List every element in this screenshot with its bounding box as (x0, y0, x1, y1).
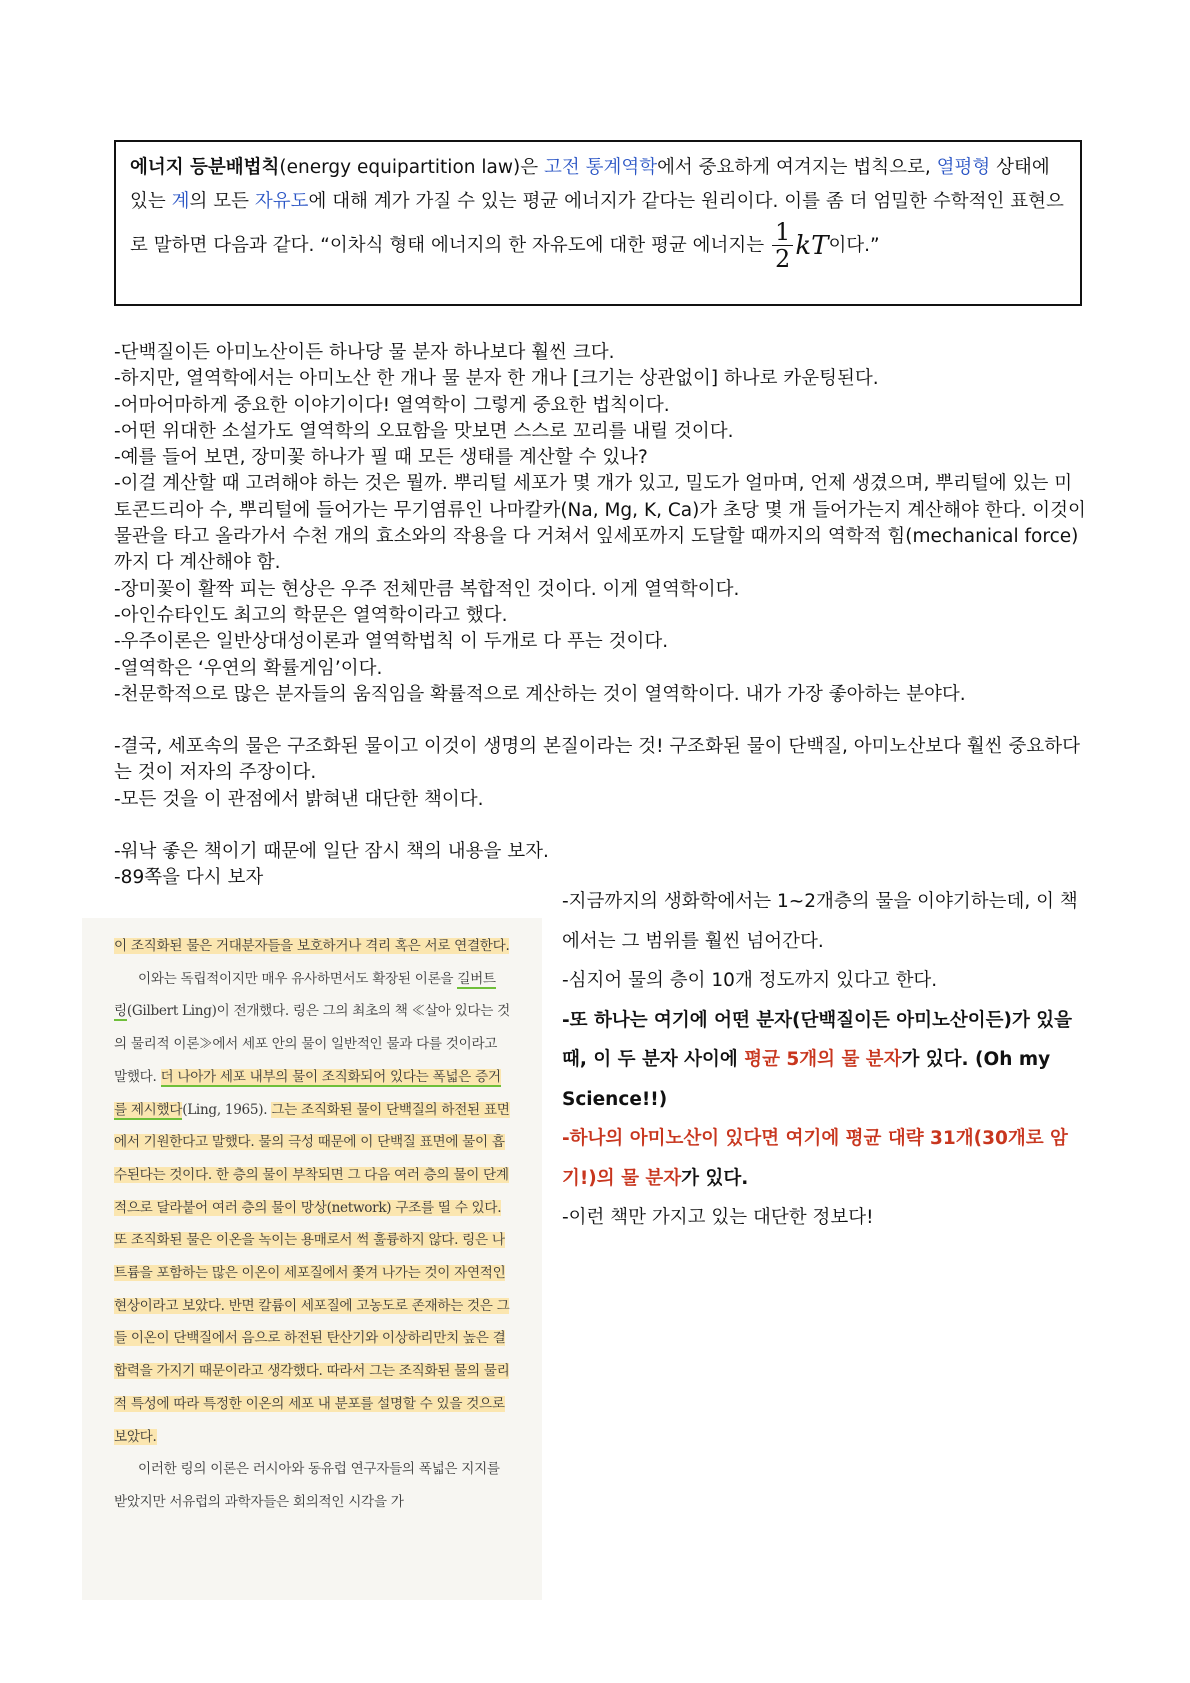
definition-text: 에너지 등분배법칙(energy equipartition law)은 고전 통계역학에서 중요하게 여겨지는 법칙으로, 열평형 상태에 있는 계의 모든 자유도에 대해 계가 가질 수 있는 평균 에너지가 같다는 원리이다. 이를 좀 더 엄밀한 수학적인 표현으로 말하면 다음과 같다. “이차식 형태 에너지의 한 자유도에 대한 평균 에너지는 $\frac{1}{2}$ kT이다.” (130, 157, 1064, 273)
book-paragraph: 이러한 링의 이론은 러시아와 동유럽 연구자들의 폭넓은 지지를 받았지만 서유럽의 과학자들은 회의적인 시각을 가 (114, 1461, 500, 1510)
fraction-one-half: $\frac{1}{2}$ (772, 219, 793, 272)
note-line: -모든 것을 이 관점에서 밝혀낸 대단한 책이다. (114, 788, 484, 810)
book-page-scan (82, 918, 542, 1600)
note-line: -89쪽을 다시 보자 (114, 867, 264, 889)
note-line: -우주이론은 일반상대성이론과 열역학법칙 이 두개로 다 푸는 것이다. (114, 631, 669, 653)
note-line: -천문학적으로 많은 분자들의 움직임을 확률적으로 계산하는 것이 열역학이다. 내가 가장 좋아하는 분야다. (114, 683, 966, 705)
right-note-bold: -또 하나는 여기에 어떤 분자(단백질이든 아미노산이든)가 있을 때, 이 두 분자 사이에 평균 5개의 물 분자가 있다. (Oh my Science!!) (562, 1009, 1073, 1110)
highlighted-underlined-text: 더 나아가 세포 내부의 물이 조직화되어 있다는 폭넓은 증거를 제시했다 (114, 1068, 501, 1118)
kT-symbol: kT (795, 230, 829, 261)
right-notes (562, 882, 1092, 1238)
red-emphasis: -하나의 아미노산이 있다면 여기에 평균 대략 31개(30개로 암기!)의 물 분자 (562, 1128, 1068, 1189)
spacer (114, 708, 1089, 734)
link-classical-statistical-mechanics[interactable]: 고전 통계역학 (543, 157, 658, 178)
note-line: -하지만, 열역학에서는 아미노산 한 개나 물 분자 한 개나 [크기는 상관없이] 하나로 카운팅된다. (114, 368, 879, 390)
note-line: -결국, 세포속의 물은 구조화된 물이고 이것이 생명의 본질이라는 것! 구조화된 물이 단백질, 아미노산보다 훨씬 중요하다는 것이 저자의 주장이다. (114, 736, 1080, 784)
term-title: 에너지 등분배법칙 (130, 157, 280, 178)
note-line: -열역학은 ‘우연의 확률게임’이다. (114, 657, 383, 679)
note-line: -예를 들어 보면, 장미꽃 하나가 필 때 모든 생태를 계산할 수 있나? (114, 447, 648, 469)
book-page-text: 이 조직화된 물은 거대분자들을 보호하거나 격리 혹은 서로 연결한다. 이와는 독립적이지만 매우 유사하면서도 확장된 이론을 길버트 링(Gilbert Ling)이 전개했다. 링은 그의 최초의 책 ≪살아 있다는 것의 물리적 이론≫에서 세포 안의 물이 일반적인 물과 다를 것이라고 말했다. 더 나아가 세포 내부의 물이 조직화되어 있다는 폭넓은 증거를 제시했다(Ling, 1965). 그는 조직화된 물이 단백질의 하전된 표면에서 기원한다고 말했다. 물의 극성 때문에 이 단백질 표면에 물이 흡수된다는 것이다. 한 층의 물이 부착되면 그 다음 여러 층의 물이 단계적으로 달라붙어 여러 층의 물이 망상(network) 구조를 띨 수 있다. 또 조직화된 물은 이온을 녹이는 용매로서 썩 훌륭하지 않다. 링은 나트륨을 포함하는 많은 이온이 세포질에서 쫓겨 나가는 것이 자연적인 현상이라고 보았다. 반면 칼륨이 세포질에 고농도로 존재하는 것은 그들 이온이 단백질에서 음으로 하전된 탄산기와 이상하리만치 높은 결합력을 가지기 때문이라고 생각했다. 따라서 그는 조직화된 물의 물리적 특성에 따라 특정한 이온의 세포 내 분포를 설명할 수 있을 것으로 보았다. 이러한 링의 이론은 러시아와 동유럽 연구자들의 폭넓은 지지를 받았지만 서유럽의 과학자들은 회의적인 시각을 가 (114, 930, 510, 1519)
spacer (114, 813, 1089, 839)
highlighted-text: 이 조직화된 물은 거대분자들을 보호하거나 격리 혹은 서로 연결한다. (114, 938, 510, 954)
note-line: -어마어마하게 중요한 이야기이다! 열역학이 그렇게 중요한 법칙이다. (114, 394, 670, 416)
link-system[interactable]: 계 (171, 191, 190, 212)
link-thermal-equilibrium[interactable]: 열평형 (936, 157, 991, 178)
right-note: -심지어 물의 층이 10개 정도까지 있다고 한다. (562, 970, 938, 991)
note-line: -아인슈타인도 최고의 학문은 열역학이라고 했다. (114, 604, 508, 626)
right-note: -이런 책만 가지고 있는 대단한 정보다! (562, 1207, 874, 1228)
right-note: -지금까지의 생화학에서는 1~2개층의 물을 이야기하는데, 이 책에서는 그 범위를 훨씬 넘어간다. (562, 891, 1078, 952)
link-degree-of-freedom[interactable]: 자유도 (254, 191, 309, 212)
notes-section (114, 340, 1089, 892)
note-line: -이걸 계산할 때 고려해야 하는 것은 뭘까. 뿌리털 세포가 몇 개가 있고, 밀도가 얼마며, 언제 생겼으며, 뿌리털에 있는 미토콘드리아 수, 뿌리털에 들어가는 무기염류인 나마칼카(Na, Mg, K, Ca)가 초당 몇 개 들어가는지 계산해야 한다. 이것이 물관을 타고 올라가서 수천 개의 효소와의 작용을 다 거쳐서 잎세포까지 도달할 때까지의 역학적 힘(mechanical force)까지 다 계산해야 함. (114, 473, 1086, 574)
note-line: -단백질이든 아미노산이든 하나당 물 분자 하나보다 훨씬 크다. (114, 342, 615, 363)
red-emphasis: 평균 5개의 물 분자 (744, 1049, 902, 1070)
note-line: -장미꽃이 활짝 피는 현상은 우주 전체만큼 복합적인 것이다. 이게 열역학이다. (114, 578, 740, 600)
highlighted-text: 그는 조직화된 물이 단백질의 하전된 표면에서 기원한다고 말했다. 물의 극성 때문에 이 단백질 표면에 물이 흡수된다는 것이다. 한 층의 물이 부착되면 그 다음 여러 층의 물이 단계적으로 달라붙어 여러 층의 물이 망상(network) 구조를 띨 수 있다. 또 조직화된 물은 이온을 녹이는 용매로서 썩 훌륭하지 않다. 링은 나트륨을 포함하는 많은 이온이 세포질에서 쫓겨 나가는 것이 자연적인 현상이라고 보았다. 반면 칼륨이 세포질에 고농도로 존재하는 것은 그들 이온이 단백질에서 음으로 하전된 탄산기와 이상하리만치 높은 결합력을 가지기 때문이라고 생각했다. 따라서 그는 조직화된 물의 물리적 특성에 따라 특정한 이온의 세포 내 분포를 설명할 수 있을 것으로 보았다. (114, 1101, 510, 1445)
right-note-bold: -하나의 아미노산이 있다면 여기에 평균 대략 31개(30개로 암기!)의 물 분자가 있다. (562, 1128, 1068, 1189)
underlined-text: 길버트 링 (114, 970, 496, 1020)
note-line: -워낙 좋은 책이기 때문에 일단 잠시 책의 내용을 보자. (114, 841, 549, 863)
definition-box (114, 140, 1082, 306)
note-line: -어떤 위대한 소설가도 열역학의 오묘함을 맛보면 스스로 꼬리를 내릴 것이다. (114, 420, 734, 442)
